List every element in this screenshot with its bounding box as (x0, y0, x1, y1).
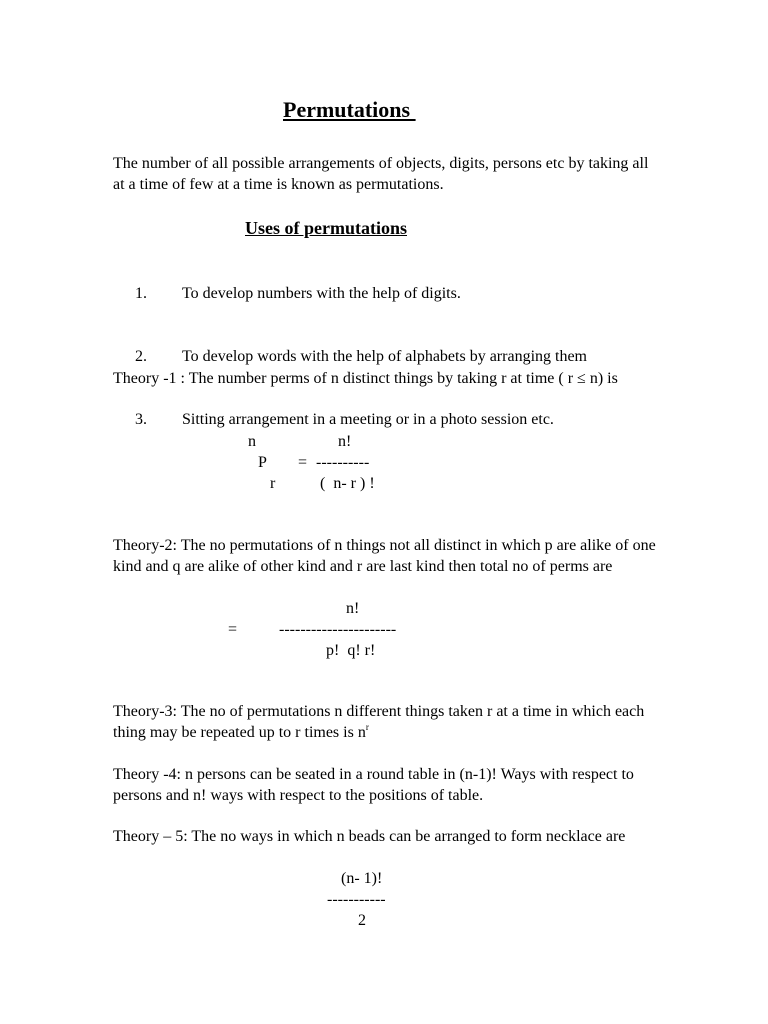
uses-heading: Uses of permutations (245, 218, 407, 238)
formula-numerator: (n- 1)! (341, 870, 383, 887)
formula-r-subscript: r (270, 475, 276, 492)
list-number: 2. (135, 348, 147, 365)
formula-fraction-bar: ---------------------- (279, 621, 397, 638)
list-item-text: To develop numbers with the help of digits. (182, 285, 461, 302)
formula-numerator: n! (338, 433, 352, 450)
theory-4-text: Theory -4: n persons can be seated in a round table in (n-1)! Ways with respect to persons and n! ways with respect to the positions of table. (113, 766, 634, 804)
theory-3-text (113, 701, 658, 743)
formula-denominator: 2 (358, 912, 366, 929)
intro-paragraph: The number of all possible arrangements of objects, digits, persons etc by taking all at a time of few at a time is known as permutations. (113, 155, 649, 193)
page-title: Permutations (283, 97, 416, 122)
formula-equals: = (298, 454, 308, 471)
list-item (135, 262, 587, 325)
list-item-text: Sitting arrangement in a meeting or in a photo session etc. (182, 411, 554, 428)
theory-5-text: Theory – 5: The no ways in which n beads can be arranged to form necklace are (113, 828, 626, 845)
formula-equals: = (228, 621, 238, 638)
list-number: 3. (135, 411, 147, 428)
formula-fraction-bar: ---------- (316, 454, 370, 471)
list-item (135, 388, 587, 451)
formula-numerator: n! (346, 600, 360, 617)
formula-n-superscript: n (248, 433, 256, 450)
theory-3-body: Theory-3: The no of permutations n different things taken r at a time in which each thing may be repeated up to r times is n (113, 703, 645, 741)
list-item-text: To develop words with the help of alphabets by arranging them (182, 348, 587, 365)
formula-p-symbol: P (258, 454, 267, 471)
formula-denominator: ( n- r ) ! (320, 475, 375, 492)
list-number: 1. (135, 285, 147, 302)
uses-list (113, 262, 587, 451)
formula-fraction-bar: ----------- (327, 891, 386, 908)
formula-denominator: p! q! r! (326, 642, 376, 659)
theory-1-text: Theory -1 : The number perms of n distinct things by taking r at time ( r ≤ n) is (113, 370, 618, 387)
theory-2-text: Theory-2: The no permutations of n things not all distinct in which p are alike of one kind and q are alike of other kind and r are last kind then total no of perms are (113, 537, 656, 575)
exponent-r: r (365, 722, 369, 732)
